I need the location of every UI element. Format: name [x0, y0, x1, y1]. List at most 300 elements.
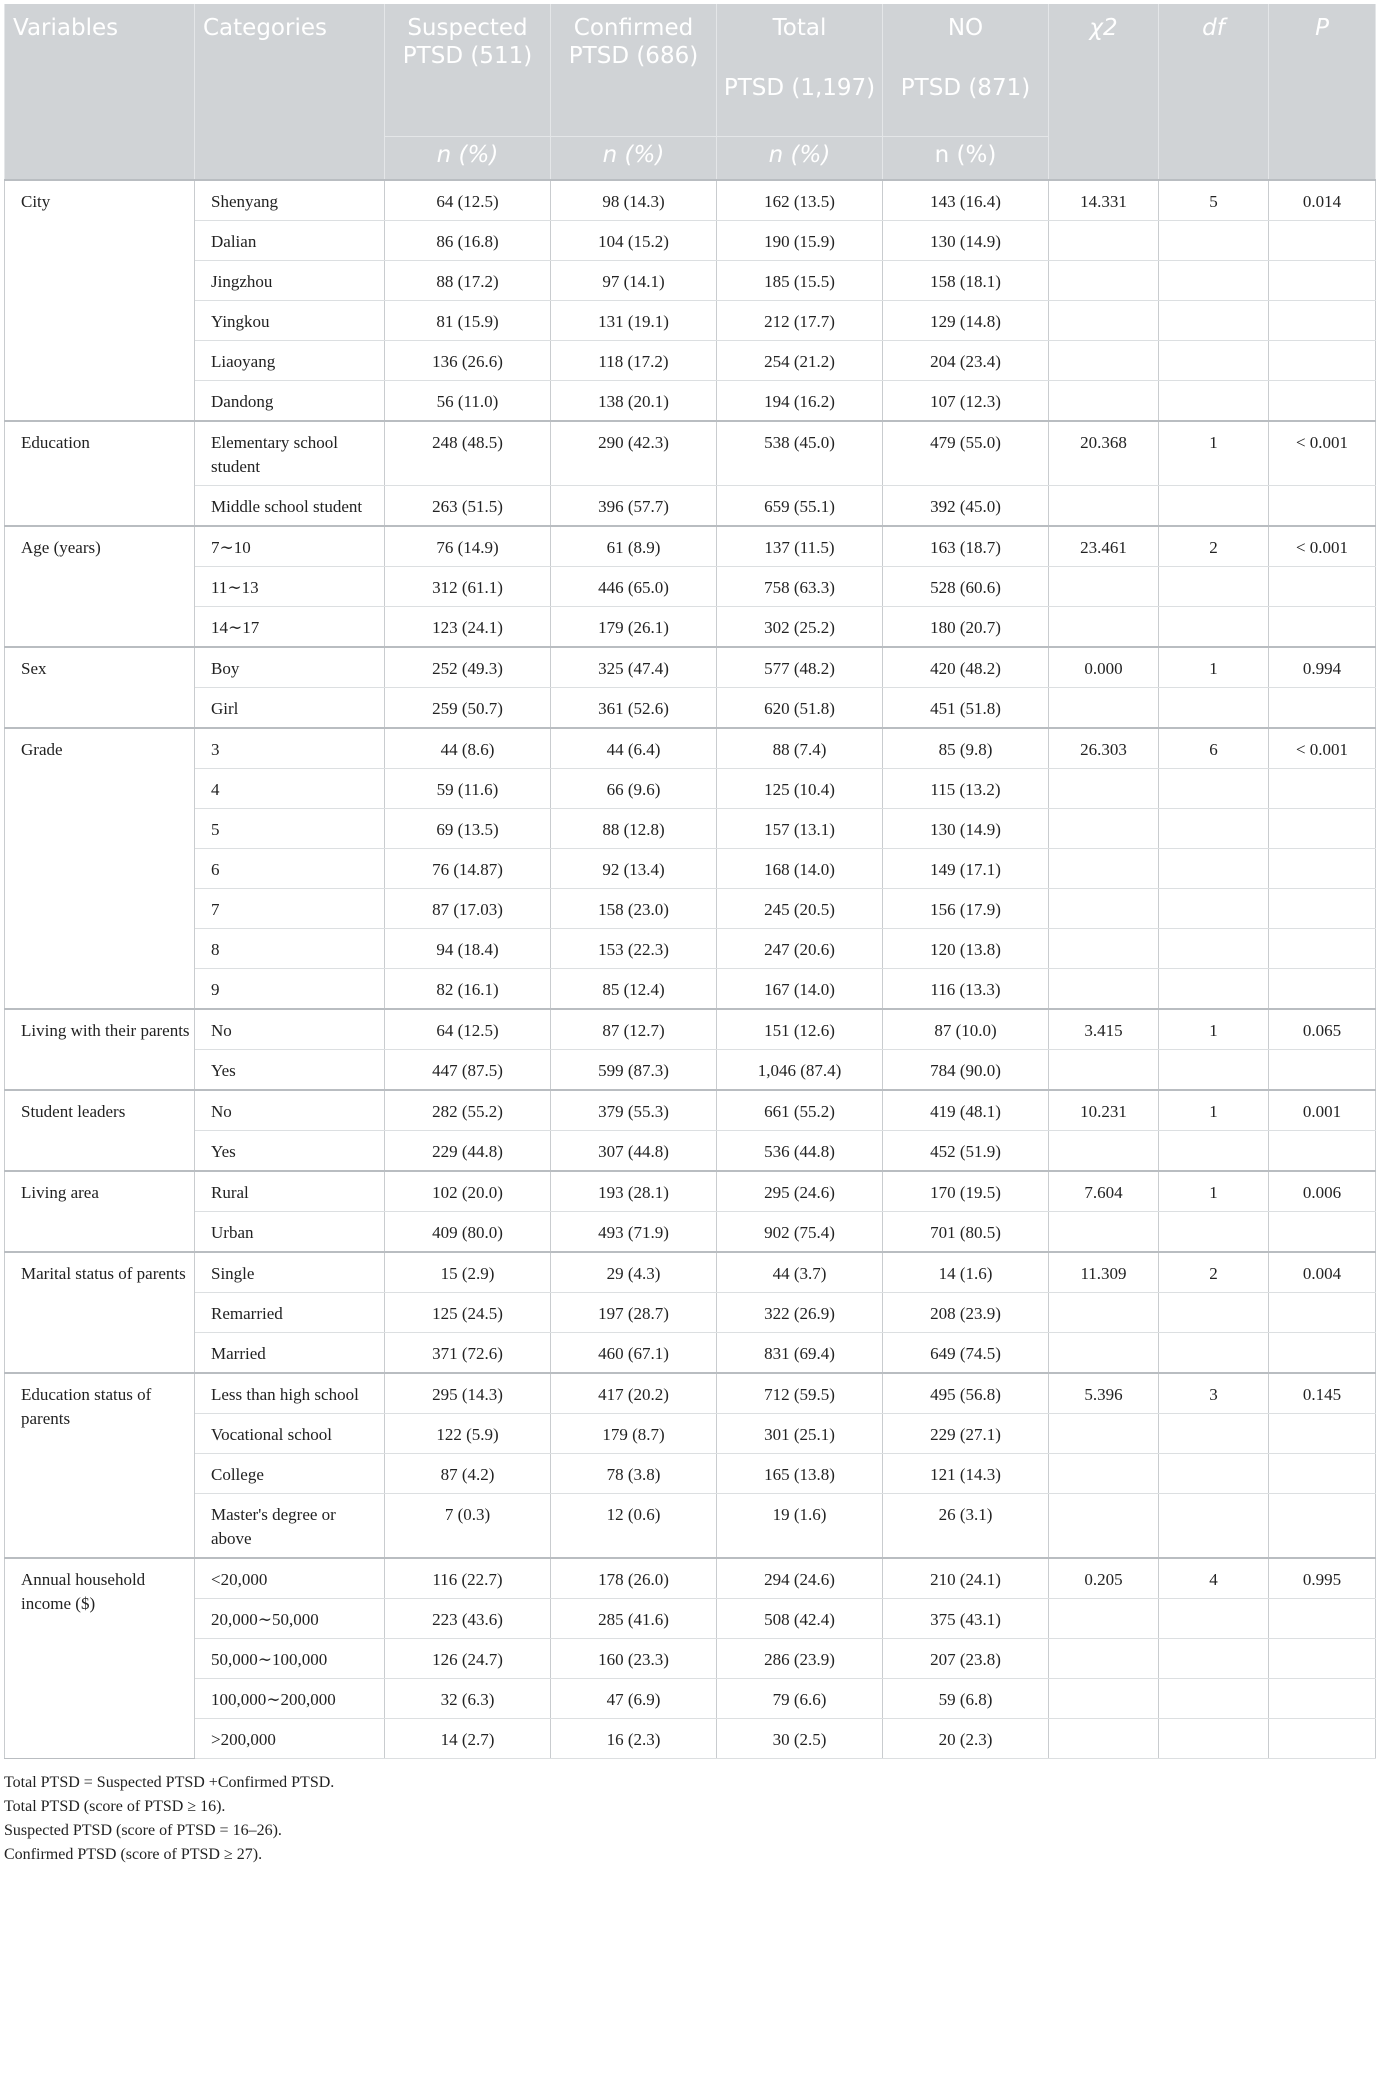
p-value-cell: < 0.001	[1269, 526, 1376, 567]
table-row	[5, 1293, 1376, 1333]
suspected-cell: 136 (26.6)	[385, 341, 551, 381]
category-cell: Rural	[195, 1171, 385, 1212]
suspected-cell: 295 (14.3)	[385, 1373, 551, 1414]
no-ptsd-cell: 495 (56.8)	[883, 1373, 1049, 1414]
chi2-cell	[1049, 486, 1159, 527]
confirmed-cell: 98 (14.3)	[551, 180, 717, 221]
df-cell	[1159, 1639, 1269, 1679]
suspected-cell: 82 (16.1)	[385, 969, 551, 1010]
p-value-cell	[1269, 486, 1376, 527]
suspected-cell: 409 (80.0)	[385, 1212, 551, 1253]
suspected-cell: 87 (17.03)	[385, 889, 551, 929]
category-cell: 6	[195, 849, 385, 889]
no-ptsd-cell: 156 (17.9)	[883, 889, 1049, 929]
suspected-cell: 263 (51.5)	[385, 486, 551, 527]
p-value-cell: < 0.001	[1269, 728, 1376, 769]
total-cell: 254 (21.2)	[717, 341, 883, 381]
no-ptsd-cell: 375 (43.1)	[883, 1599, 1049, 1639]
confirmed-cell: 396 (57.7)	[551, 486, 717, 527]
p-value-cell	[1269, 1639, 1376, 1679]
total-cell: 137 (11.5)	[717, 526, 883, 567]
suspected-cell: 56 (11.0)	[385, 381, 551, 422]
chi2-cell	[1049, 1050, 1159, 1091]
df-cell: 1	[1159, 1171, 1269, 1212]
confirmed-cell: 138 (20.1)	[551, 381, 717, 422]
category-cell: Yingkou	[195, 301, 385, 341]
no-ptsd-cell: 115 (13.2)	[883, 769, 1049, 809]
no-ptsd-cell: 26 (3.1)	[883, 1494, 1049, 1559]
category-cell: 8	[195, 929, 385, 969]
category-cell: Married	[195, 1333, 385, 1374]
suspected-cell: 32 (6.3)	[385, 1679, 551, 1719]
chi2-cell	[1049, 1679, 1159, 1719]
footnote: Confirmed PTSD (score of PTSD ≥ 27).	[4, 1846, 263, 1863]
no-ptsd-cell: 451 (51.8)	[883, 688, 1049, 729]
p-value-cell	[1269, 688, 1376, 729]
variable-cell: Grade	[5, 728, 195, 1009]
suspected-cell: 64 (12.5)	[385, 1009, 551, 1050]
table-row	[5, 688, 1376, 729]
no-ptsd-cell: 649 (74.5)	[883, 1333, 1049, 1374]
total-cell: 620 (51.8)	[717, 688, 883, 729]
table-row	[5, 261, 1376, 301]
confirmed-cell: 460 (67.1)	[551, 1333, 717, 1374]
chi2-cell	[1049, 1333, 1159, 1374]
suspected-cell: 59 (11.6)	[385, 769, 551, 809]
total-cell: 659 (55.1)	[717, 486, 883, 527]
chi2-cell	[1049, 688, 1159, 729]
chi2-cell: 0.205	[1049, 1558, 1159, 1599]
suspected-cell: 229 (44.8)	[385, 1131, 551, 1172]
total-cell: 294 (24.6)	[717, 1558, 883, 1599]
category-cell: Single	[195, 1252, 385, 1293]
df-cell	[1159, 1454, 1269, 1494]
table-row	[5, 1679, 1376, 1719]
header-no-line2: PTSD (871)	[883, 74, 1049, 137]
no-ptsd-cell: 107 (12.3)	[883, 381, 1049, 422]
confirmed-cell: 446 (65.0)	[551, 567, 717, 607]
category-cell: 100,000∼200,000	[195, 1679, 385, 1719]
suspected-cell: 447 (87.5)	[385, 1050, 551, 1091]
chi2-cell	[1049, 341, 1159, 381]
chi2-cell: 26.303	[1049, 728, 1159, 769]
no-ptsd-cell: 116 (13.3)	[883, 969, 1049, 1010]
p-value-cell	[1269, 849, 1376, 889]
no-ptsd-cell: 210 (24.1)	[883, 1558, 1049, 1599]
category-cell: Vocational school	[195, 1414, 385, 1454]
df-cell	[1159, 261, 1269, 301]
total-cell: 125 (10.4)	[717, 769, 883, 809]
confirmed-cell: 158 (23.0)	[551, 889, 717, 929]
suspected-cell: 94 (18.4)	[385, 929, 551, 969]
total-cell: 536 (44.8)	[717, 1131, 883, 1172]
total-cell: 301 (25.1)	[717, 1414, 883, 1454]
chi2-cell: 7.604	[1049, 1171, 1159, 1212]
confirmed-cell: 97 (14.1)	[551, 261, 717, 301]
table-row	[5, 301, 1376, 341]
p-value-cell: < 0.001	[1269, 421, 1376, 486]
chi2-cell	[1049, 969, 1159, 1010]
suspected-cell: 86 (16.8)	[385, 221, 551, 261]
confirmed-cell: 44 (6.4)	[551, 728, 717, 769]
category-cell: Master's degree or above	[195, 1494, 385, 1559]
variable-cell: Living area	[5, 1171, 195, 1252]
header-no-line1: NO	[883, 4, 1049, 74]
no-ptsd-cell: 143 (16.4)	[883, 180, 1049, 221]
ptsd-characteristics-table	[4, 4, 1376, 1759]
category-cell: Elementary school student	[195, 421, 385, 486]
table-row	[5, 849, 1376, 889]
header-confirmed: Confirmed PTSD (686)	[551, 4, 717, 137]
p-value-cell	[1269, 1719, 1376, 1759]
header-n-pct-suspected: n (%)	[385, 137, 551, 181]
variable-cell: Student leaders	[5, 1090, 195, 1171]
variable-cell: Marital status of parents	[5, 1252, 195, 1373]
table-row	[5, 889, 1376, 929]
df-cell	[1159, 341, 1269, 381]
confirmed-cell: 178 (26.0)	[551, 1558, 717, 1599]
p-value-cell	[1269, 1212, 1376, 1253]
total-cell: 194 (16.2)	[717, 381, 883, 422]
p-value-cell	[1269, 341, 1376, 381]
total-cell: 1,046 (87.4)	[717, 1050, 883, 1091]
category-cell: 14∼17	[195, 607, 385, 648]
suspected-cell: 122 (5.9)	[385, 1414, 551, 1454]
confirmed-cell: 131 (19.1)	[551, 301, 717, 341]
table-row	[5, 929, 1376, 969]
no-ptsd-cell: 120 (13.8)	[883, 929, 1049, 969]
no-ptsd-cell: 14 (1.6)	[883, 1252, 1049, 1293]
p-value-cell	[1269, 567, 1376, 607]
total-cell: 157 (13.1)	[717, 809, 883, 849]
chi2-cell: 3.415	[1049, 1009, 1159, 1050]
variable-cell: Living with their parents	[5, 1009, 195, 1090]
chi2-cell: 14.331	[1049, 180, 1159, 221]
df-cell	[1159, 1333, 1269, 1374]
table-row	[5, 1373, 1376, 1414]
suspected-cell: 87 (4.2)	[385, 1454, 551, 1494]
p-value-cell	[1269, 929, 1376, 969]
category-cell: No	[195, 1090, 385, 1131]
suspected-cell: 15 (2.9)	[385, 1252, 551, 1293]
df-cell	[1159, 809, 1269, 849]
no-ptsd-cell: 149 (17.1)	[883, 849, 1049, 889]
table-row	[5, 769, 1376, 809]
no-ptsd-cell: 87 (10.0)	[883, 1009, 1049, 1050]
total-cell: 758 (63.3)	[717, 567, 883, 607]
suspected-cell: 7 (0.3)	[385, 1494, 551, 1559]
confirmed-cell: 417 (20.2)	[551, 1373, 717, 1414]
table-row	[5, 341, 1376, 381]
category-cell: Yes	[195, 1131, 385, 1172]
variable-cell: City	[5, 180, 195, 421]
variable-cell: Sex	[5, 647, 195, 728]
suspected-cell: 312 (61.1)	[385, 567, 551, 607]
total-cell: 19 (1.6)	[717, 1494, 883, 1559]
p-value-cell	[1269, 809, 1376, 849]
suspected-cell: 14 (2.7)	[385, 1719, 551, 1759]
table-row	[5, 1719, 1376, 1759]
category-cell: 11∼13	[195, 567, 385, 607]
p-value-cell: 0.001	[1269, 1090, 1376, 1131]
chi2-cell: 0.000	[1049, 647, 1159, 688]
table-row	[5, 1090, 1376, 1131]
df-cell: 5	[1159, 180, 1269, 221]
category-cell: Boy	[195, 647, 385, 688]
total-cell: 902 (75.4)	[717, 1212, 883, 1253]
confirmed-cell: 361 (52.6)	[551, 688, 717, 729]
suspected-cell: 223 (43.6)	[385, 1599, 551, 1639]
confirmed-cell: 307 (44.8)	[551, 1131, 717, 1172]
confirmed-cell: 47 (6.9)	[551, 1679, 717, 1719]
chi2-cell	[1049, 809, 1159, 849]
chi2-cell	[1049, 607, 1159, 648]
header-n-pct-confirmed: n (%)	[551, 137, 717, 181]
chi2-cell	[1049, 1212, 1159, 1253]
chi2-cell	[1049, 1131, 1159, 1172]
total-cell: 151 (12.6)	[717, 1009, 883, 1050]
category-cell: No	[195, 1009, 385, 1050]
df-cell	[1159, 221, 1269, 261]
table-row	[5, 1252, 1376, 1293]
no-ptsd-cell: 130 (14.9)	[883, 809, 1049, 849]
footnote: Total PTSD (score of PTSD ≥ 16).	[4, 1798, 226, 1815]
p-value-cell	[1269, 301, 1376, 341]
confirmed-cell: 325 (47.4)	[551, 647, 717, 688]
confirmed-cell: 179 (26.1)	[551, 607, 717, 648]
p-value-cell	[1269, 1454, 1376, 1494]
chi2-cell: 10.231	[1049, 1090, 1159, 1131]
suspected-cell: 371 (72.6)	[385, 1333, 551, 1374]
suspected-cell: 102 (20.0)	[385, 1171, 551, 1212]
no-ptsd-cell: 129 (14.8)	[883, 301, 1049, 341]
category-cell: 7∼10	[195, 526, 385, 567]
p-value-cell: 0.014	[1269, 180, 1376, 221]
confirmed-cell: 118 (17.2)	[551, 341, 717, 381]
confirmed-cell: 88 (12.8)	[551, 809, 717, 849]
p-value-cell: 0.004	[1269, 1252, 1376, 1293]
total-cell: 508 (42.4)	[717, 1599, 883, 1639]
df-cell	[1159, 567, 1269, 607]
total-cell: 577 (48.2)	[717, 647, 883, 688]
confirmed-cell: 78 (3.8)	[551, 1454, 717, 1494]
header-categories: Categories	[195, 4, 385, 180]
suspected-cell: 69 (13.5)	[385, 809, 551, 849]
no-ptsd-cell: 121 (14.3)	[883, 1454, 1049, 1494]
no-ptsd-cell: 59 (6.8)	[883, 1679, 1049, 1719]
confirmed-cell: 29 (4.3)	[551, 1252, 717, 1293]
p-value-cell	[1269, 889, 1376, 929]
suspected-cell: 116 (22.7)	[385, 1558, 551, 1599]
table-row	[5, 421, 1376, 486]
p-value-cell	[1269, 769, 1376, 809]
total-cell: 712 (59.5)	[717, 1373, 883, 1414]
chi2-cell	[1049, 1599, 1159, 1639]
category-cell: 3	[195, 728, 385, 769]
category-cell: Shenyang	[195, 180, 385, 221]
category-cell: Yes	[195, 1050, 385, 1091]
df-cell	[1159, 1414, 1269, 1454]
table-row	[5, 1599, 1376, 1639]
p-value-cell	[1269, 381, 1376, 422]
category-cell: Liaoyang	[195, 341, 385, 381]
total-cell: 79 (6.6)	[717, 1679, 883, 1719]
no-ptsd-cell: 207 (23.8)	[883, 1639, 1049, 1679]
total-cell: 538 (45.0)	[717, 421, 883, 486]
table-row	[5, 728, 1376, 769]
suspected-cell: 248 (48.5)	[385, 421, 551, 486]
df-cell	[1159, 381, 1269, 422]
df-cell: 1	[1159, 647, 1269, 688]
confirmed-cell: 493 (71.9)	[551, 1212, 717, 1253]
total-cell: 44 (3.7)	[717, 1252, 883, 1293]
total-cell: 831 (69.4)	[717, 1333, 883, 1374]
no-ptsd-cell: 204 (23.4)	[883, 341, 1049, 381]
table-row	[5, 1494, 1376, 1559]
total-cell: 190 (15.9)	[717, 221, 883, 261]
table-row	[5, 221, 1376, 261]
confirmed-cell: 179 (8.7)	[551, 1414, 717, 1454]
footnote: Total PTSD = Suspected PTSD +Confirmed PTSD.	[4, 1774, 335, 1791]
table-row	[5, 809, 1376, 849]
no-ptsd-cell: 452 (51.9)	[883, 1131, 1049, 1172]
total-cell: 165 (13.8)	[717, 1454, 883, 1494]
category-cell: Less than high school	[195, 1373, 385, 1414]
table-row	[5, 1131, 1376, 1172]
table-row	[5, 1212, 1376, 1253]
category-cell: >200,000	[195, 1719, 385, 1759]
table-row	[5, 180, 1376, 221]
confirmed-cell: 290 (42.3)	[551, 421, 717, 486]
df-cell: 2	[1159, 526, 1269, 567]
confirmed-cell: 104 (15.2)	[551, 221, 717, 261]
chi2-cell	[1049, 221, 1159, 261]
table-row	[5, 1558, 1376, 1599]
total-cell: 295 (24.6)	[717, 1171, 883, 1212]
header-df: df	[1159, 4, 1269, 180]
table-header	[5, 4, 1376, 180]
table-row	[5, 969, 1376, 1010]
suspected-cell: 76 (14.9)	[385, 526, 551, 567]
category-cell: 50,000∼100,000	[195, 1639, 385, 1679]
df-cell: 1	[1159, 1090, 1269, 1131]
header-p: P	[1269, 4, 1376, 180]
no-ptsd-cell: 420 (48.2)	[883, 647, 1049, 688]
confirmed-cell: 193 (28.1)	[551, 1171, 717, 1212]
df-cell	[1159, 1599, 1269, 1639]
confirmed-cell: 599 (87.3)	[551, 1050, 717, 1091]
header-n-pct-no: n (%)	[883, 137, 1049, 181]
table-row	[5, 1333, 1376, 1374]
table-row	[5, 526, 1376, 567]
total-cell: 212 (17.7)	[717, 301, 883, 341]
table-row	[5, 486, 1376, 527]
total-cell: 286 (23.9)	[717, 1639, 883, 1679]
df-cell	[1159, 1050, 1269, 1091]
suspected-cell: 125 (24.5)	[385, 1293, 551, 1333]
category-cell: Dalian	[195, 221, 385, 261]
p-value-cell: 0.995	[1269, 1558, 1376, 1599]
confirmed-cell: 66 (9.6)	[551, 769, 717, 809]
chi2-cell	[1049, 1293, 1159, 1333]
df-cell: 3	[1159, 1373, 1269, 1414]
p-value-cell: 0.006	[1269, 1171, 1376, 1212]
total-cell: 322 (26.9)	[717, 1293, 883, 1333]
confirmed-cell: 153 (22.3)	[551, 929, 717, 969]
confirmed-cell: 197 (28.7)	[551, 1293, 717, 1333]
p-value-cell	[1269, 1414, 1376, 1454]
variable-cell: Education status of parents	[5, 1373, 195, 1558]
total-cell: 167 (14.0)	[717, 969, 883, 1010]
chi2-cell	[1049, 381, 1159, 422]
confirmed-cell: 92 (13.4)	[551, 849, 717, 889]
category-cell: Urban	[195, 1212, 385, 1253]
df-cell	[1159, 1293, 1269, 1333]
no-ptsd-cell: 392 (45.0)	[883, 486, 1049, 527]
variable-cell: Annual household income ($)	[5, 1558, 195, 1759]
chi2-cell: 20.368	[1049, 421, 1159, 486]
total-cell: 661 (55.2)	[717, 1090, 883, 1131]
category-cell: Middle school student	[195, 486, 385, 527]
ptsd-table-page	[4, 4, 1375, 1867]
df-cell	[1159, 1131, 1269, 1172]
p-value-cell	[1269, 1333, 1376, 1374]
chi2-cell	[1049, 1494, 1159, 1559]
suspected-cell: 64 (12.5)	[385, 180, 551, 221]
df-cell	[1159, 486, 1269, 527]
suspected-cell: 44 (8.6)	[385, 728, 551, 769]
table-row	[5, 647, 1376, 688]
p-value-cell	[1269, 1050, 1376, 1091]
p-value-cell	[1269, 969, 1376, 1010]
total-cell: 245 (20.5)	[717, 889, 883, 929]
p-value-cell: 0.145	[1269, 1373, 1376, 1414]
table-row	[5, 1454, 1376, 1494]
no-ptsd-cell: 163 (18.7)	[883, 526, 1049, 567]
suspected-cell: 126 (24.7)	[385, 1639, 551, 1679]
df-cell: 4	[1159, 1558, 1269, 1599]
category-cell: 5	[195, 809, 385, 849]
p-value-cell	[1269, 1599, 1376, 1639]
table-body	[5, 180, 1376, 1759]
suspected-cell: 81 (15.9)	[385, 301, 551, 341]
df-cell: 1	[1159, 1009, 1269, 1050]
total-cell: 30 (2.5)	[717, 1719, 883, 1759]
no-ptsd-cell: 229 (27.1)	[883, 1414, 1049, 1454]
df-cell	[1159, 769, 1269, 809]
df-cell	[1159, 849, 1269, 889]
suspected-cell: 252 (49.3)	[385, 647, 551, 688]
df-cell	[1159, 1494, 1269, 1559]
chi2-cell	[1049, 301, 1159, 341]
category-cell: College	[195, 1454, 385, 1494]
df-cell	[1159, 688, 1269, 729]
footnote: Suspected PTSD (score of PTSD = 16–26).	[4, 1822, 282, 1839]
confirmed-cell: 285 (41.6)	[551, 1599, 717, 1639]
category-cell: 9	[195, 969, 385, 1010]
df-cell	[1159, 301, 1269, 341]
chi2-cell	[1049, 261, 1159, 301]
df-cell	[1159, 929, 1269, 969]
p-value-cell	[1269, 1293, 1376, 1333]
total-cell: 88 (7.4)	[717, 728, 883, 769]
total-cell: 247 (20.6)	[717, 929, 883, 969]
chi2-cell	[1049, 1719, 1159, 1759]
chi2-cell	[1049, 769, 1159, 809]
category-cell: Remarried	[195, 1293, 385, 1333]
chi2-cell	[1049, 567, 1159, 607]
table-row	[5, 567, 1376, 607]
